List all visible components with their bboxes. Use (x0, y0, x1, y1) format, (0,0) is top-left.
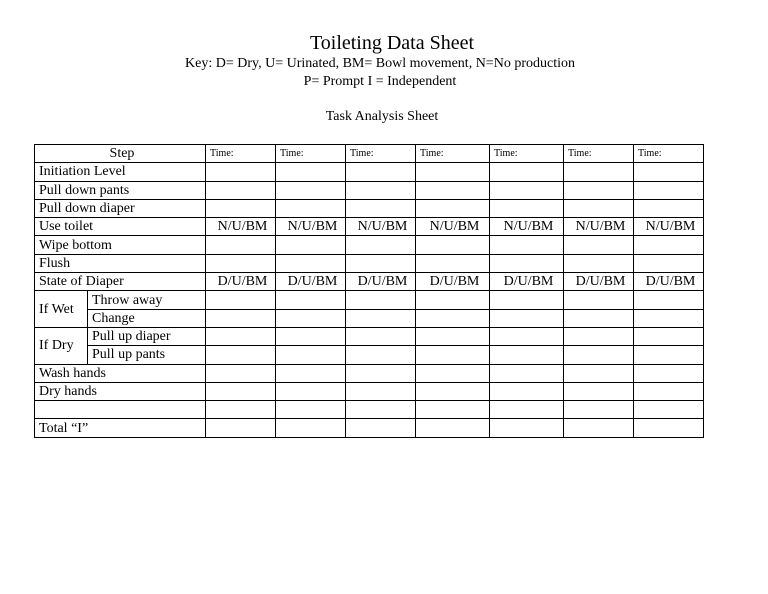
data-cell[interactable] (490, 254, 564, 272)
data-cell[interactable] (490, 364, 564, 382)
data-cell[interactable] (206, 291, 276, 309)
data-cell[interactable] (416, 236, 490, 254)
row-label-dry-hands: Dry hands (35, 382, 206, 400)
data-cell[interactable] (416, 327, 490, 345)
data-cell[interactable] (634, 236, 704, 254)
row-label-if-dry: If Dry (35, 327, 88, 364)
data-cell[interactable] (634, 181, 704, 199)
table-row (35, 419, 704, 437)
data-cell[interactable] (490, 181, 564, 199)
data-cell[interactable] (416, 291, 490, 309)
table-row (35, 327, 704, 345)
table-row (35, 364, 704, 382)
data-cell[interactable] (490, 346, 564, 364)
data-cell[interactable] (416, 382, 490, 400)
data-cell[interactable] (206, 181, 276, 199)
data-cell[interactable] (490, 327, 564, 345)
data-cell[interactable] (206, 163, 276, 181)
data-cell[interactable] (634, 291, 704, 309)
data-cell[interactable] (564, 346, 634, 364)
data-cell[interactable] (346, 236, 416, 254)
row-label-total-i: Total “I” (35, 419, 206, 437)
table-row (35, 254, 704, 272)
data-cell[interactable] (564, 163, 634, 181)
table-row (35, 382, 704, 400)
use-toilet-cell[interactable]: N/U/BM (416, 218, 490, 236)
use-toilet-cell[interactable]: N/U/BM (634, 218, 704, 236)
diaper-state-cell[interactable]: D/U/BM (346, 273, 416, 291)
data-cell[interactable] (634, 254, 704, 272)
data-cell[interactable] (346, 419, 416, 437)
row-label-wash-hands: Wash hands (35, 364, 206, 382)
data-cell[interactable] (206, 254, 276, 272)
row-label-wipe-bottom: Wipe bottom (35, 236, 206, 254)
data-cell[interactable] (276, 199, 346, 217)
table-row (35, 291, 704, 309)
row-label-if-wet: If Wet (35, 291, 88, 328)
time-header[interactable]: Time: (346, 145, 416, 163)
data-cell[interactable] (206, 419, 276, 437)
time-header[interactable]: Time: (206, 145, 276, 163)
data-cell[interactable] (564, 419, 634, 437)
data-cell[interactable] (276, 291, 346, 309)
table-row (35, 199, 704, 217)
row-label-flush: Flush (35, 254, 206, 272)
data-cell[interactable] (564, 199, 634, 217)
diaper-state-cell[interactable]: D/U/BM (634, 273, 704, 291)
data-cell[interactable] (276, 382, 346, 400)
use-toilet-cell[interactable]: N/U/BM (276, 218, 346, 236)
data-cell[interactable] (276, 419, 346, 437)
row-label-use-toilet: Use toilet (35, 218, 206, 236)
data-cell[interactable] (276, 401, 346, 419)
diaper-state-cell[interactable]: D/U/BM (564, 273, 634, 291)
data-cell[interactable] (276, 236, 346, 254)
data-cell[interactable] (346, 327, 416, 345)
data-cell[interactable] (490, 309, 564, 327)
data-cell[interactable] (416, 401, 490, 419)
data-cell[interactable] (634, 364, 704, 382)
diaper-state-cell[interactable]: D/U/BM (416, 273, 490, 291)
time-header[interactable]: Time: (490, 145, 564, 163)
data-cell[interactable] (634, 163, 704, 181)
data-cell[interactable] (634, 382, 704, 400)
data-cell[interactable] (490, 291, 564, 309)
data-cell[interactable] (276, 181, 346, 199)
data-cell[interactable] (564, 309, 634, 327)
data-cell[interactable] (206, 346, 276, 364)
data-cell[interactable] (490, 163, 564, 181)
table-row (35, 273, 704, 291)
use-toilet-cell[interactable]: N/U/BM (490, 218, 564, 236)
data-cell[interactable] (634, 401, 704, 419)
data-cell[interactable] (276, 309, 346, 327)
use-toilet-cell[interactable]: N/U/BM (564, 218, 634, 236)
data-cell[interactable] (416, 346, 490, 364)
data-cell[interactable] (346, 364, 416, 382)
data-cell[interactable] (564, 327, 634, 345)
data-cell[interactable] (634, 309, 704, 327)
data-cell[interactable] (346, 401, 416, 419)
use-toilet-cell[interactable]: N/U/BM (206, 218, 276, 236)
header-row (35, 145, 704, 163)
row-label-pull-up-diaper: Pull up diaper (88, 327, 206, 345)
data-cell[interactable] (564, 382, 634, 400)
data-cell[interactable] (346, 309, 416, 327)
data-cell[interactable] (490, 382, 564, 400)
data-cell[interactable] (490, 401, 564, 419)
data-cell[interactable] (346, 163, 416, 181)
time-header[interactable]: Time: (276, 145, 346, 163)
data-cell[interactable] (206, 199, 276, 217)
data-cell[interactable] (564, 364, 634, 382)
data-cell[interactable] (346, 382, 416, 400)
step-header: Step (35, 145, 206, 163)
table-row (35, 309, 704, 327)
data-cell[interactable] (206, 364, 276, 382)
data-cell[interactable] (416, 181, 490, 199)
time-header[interactable]: Time: (416, 145, 490, 163)
data-cell[interactable] (276, 254, 346, 272)
data-cell[interactable] (416, 419, 490, 437)
table-row (35, 181, 704, 199)
data-cell[interactable] (346, 291, 416, 309)
page-title: Toileting Data Sheet (309, 32, 475, 54)
table-row (35, 401, 704, 419)
data-cell[interactable] (416, 254, 490, 272)
data-cell[interactable] (276, 163, 346, 181)
diaper-state-cell[interactable]: D/U/BM (276, 273, 346, 291)
data-cell[interactable] (490, 199, 564, 217)
data-cell[interactable] (564, 291, 634, 309)
data-cell[interactable] (276, 327, 346, 345)
row-label-initiation-level: Initiation Level (35, 163, 206, 181)
data-cell[interactable] (634, 346, 704, 364)
row-label-change: Change (88, 309, 206, 327)
diaper-state-cell[interactable]: D/U/BM (490, 273, 564, 291)
data-cell[interactable] (346, 346, 416, 364)
data-cell[interactable] (634, 199, 704, 217)
data-cell[interactable] (346, 199, 416, 217)
data-cell[interactable] (490, 236, 564, 254)
data-cell[interactable] (276, 346, 346, 364)
data-cell[interactable] (346, 254, 416, 272)
table-row (35, 236, 704, 254)
table-row (35, 163, 704, 181)
key-line-2: P= Prompt I = Independent (303, 74, 457, 89)
row-label-pull-down-pants: Pull down pants (35, 181, 206, 199)
data-cell[interactable] (416, 364, 490, 382)
key-line-1: Key: D= Dry, U= Urinated, BM= Bowl movement, N=No production (185, 56, 575, 71)
data-cell[interactable] (564, 236, 634, 254)
diaper-state-cell[interactable]: D/U/BM (206, 273, 276, 291)
data-cell[interactable] (564, 254, 634, 272)
table-row (35, 346, 704, 364)
data-cell[interactable] (206, 382, 276, 400)
data-cell[interactable] (346, 181, 416, 199)
data-cell[interactable] (206, 309, 276, 327)
data-cell[interactable] (416, 309, 490, 327)
row-label-blank (35, 401, 206, 419)
data-cell[interactable] (634, 327, 704, 345)
data-cell[interactable] (276, 364, 346, 382)
time-header[interactable]: Time: (564, 145, 634, 163)
row-label-state-of-diaper: State of Diaper (35, 273, 206, 291)
data-cell[interactable] (564, 181, 634, 199)
row-label-pull-down-diaper: Pull down diaper (35, 199, 206, 217)
data-cell[interactable] (206, 327, 276, 345)
time-header[interactable]: Time: (634, 145, 704, 163)
data-cell[interactable] (416, 163, 490, 181)
table-row (35, 218, 704, 236)
subtitle: Task Analysis Sheet (325, 109, 439, 124)
data-cell[interactable] (490, 419, 564, 437)
row-label-pull-up-pants: Pull up pants (88, 346, 206, 364)
data-cell[interactable] (206, 401, 276, 419)
data-cell[interactable] (564, 401, 634, 419)
data-cell[interactable] (206, 236, 276, 254)
use-toilet-cell[interactable]: N/U/BM (346, 218, 416, 236)
task-analysis-table (34, 144, 704, 438)
data-cell[interactable] (634, 419, 704, 437)
data-cell[interactable] (416, 199, 490, 217)
row-label-throw-away: Throw away (88, 291, 206, 309)
